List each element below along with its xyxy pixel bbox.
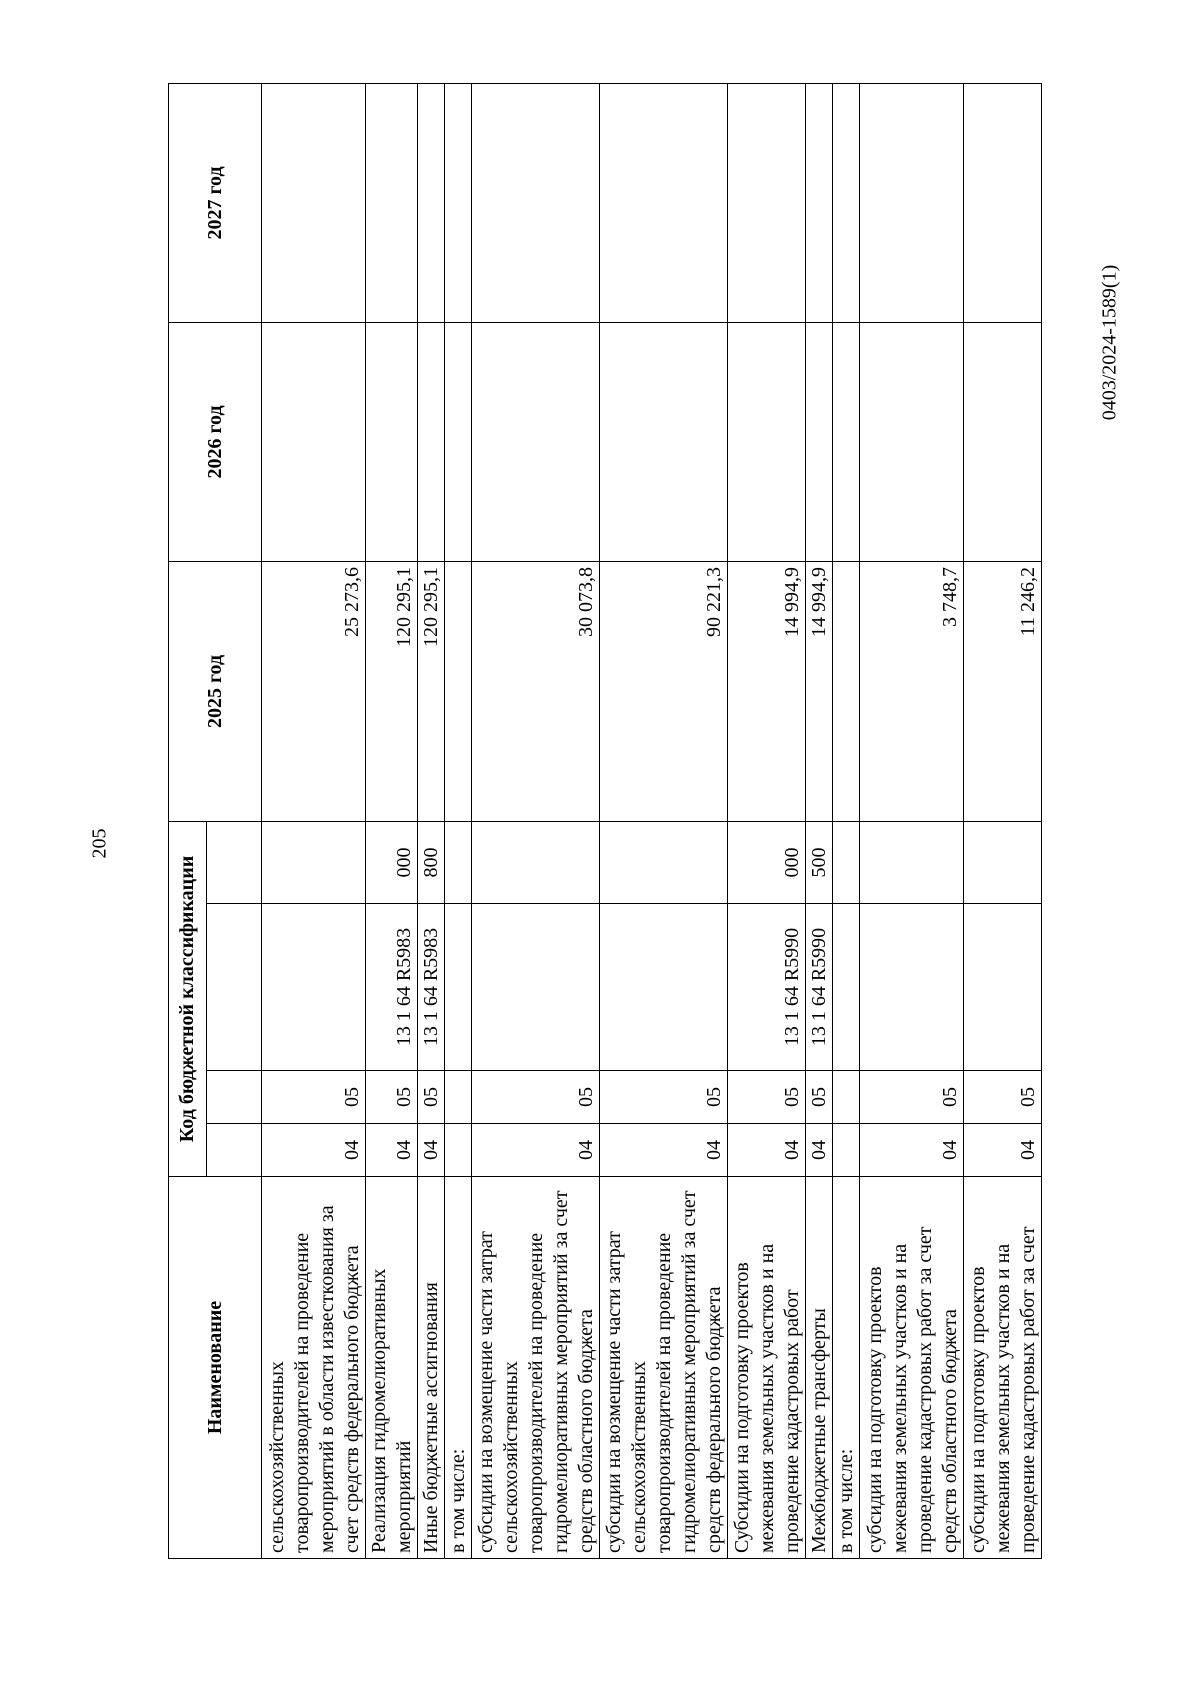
row-name: Реализация гидромелиоративных мероприятий bbox=[365, 1176, 417, 1558]
header-2027: 2027 год bbox=[168, 83, 261, 322]
table-row bbox=[261, 83, 365, 1558]
row-value-2026 bbox=[417, 322, 444, 561]
row-value-2025 bbox=[444, 561, 471, 821]
row-code-2 bbox=[444, 1070, 471, 1123]
row-value-2026 bbox=[261, 322, 365, 561]
table-row bbox=[859, 83, 963, 1558]
row-code-2: 05 bbox=[805, 1070, 832, 1123]
row-value-2025: 30 073,8 bbox=[471, 561, 599, 821]
row-code-1: 04 bbox=[599, 1123, 727, 1176]
row-value-2026 bbox=[963, 322, 1041, 561]
row-code-3 bbox=[261, 903, 365, 1070]
row-code-4 bbox=[444, 821, 471, 903]
row-value-2025: 11 246,2 bbox=[963, 561, 1041, 821]
row-code-3: 13 1 64 R5990 bbox=[805, 903, 832, 1070]
table-row bbox=[963, 83, 1041, 1558]
row-name: Межбюджетные трансферты bbox=[805, 1176, 832, 1558]
row-code-3: 13 1 64 R5983 bbox=[365, 903, 417, 1070]
row-value-2026 bbox=[727, 322, 805, 561]
row-code-1: 04 bbox=[417, 1123, 444, 1176]
row-code-4 bbox=[261, 821, 365, 903]
row-code-3 bbox=[859, 903, 963, 1070]
row-value-2025: 120 295,1 bbox=[365, 561, 417, 821]
table-row bbox=[471, 83, 599, 1558]
row-name: Субсидии на подготовку проектов межевания земельных участков и на проведение кадастровых работ bbox=[727, 1176, 805, 1558]
row-name: Иные бюджетные ассигнования bbox=[417, 1176, 444, 1558]
row-code-1: 04 bbox=[805, 1123, 832, 1176]
row-code-4: 500 bbox=[805, 821, 832, 903]
rotated-table-container bbox=[168, 84, 1059, 1559]
row-value-2025: 14 994,9 bbox=[727, 561, 805, 821]
table-row bbox=[832, 83, 859, 1558]
row-code-3 bbox=[444, 903, 471, 1070]
row-code-4: 000 bbox=[365, 821, 417, 903]
row-name: сельскохозяйственных товаропроизводителей на проведение мероприятий в области известкования за счет средств федерального бюджета bbox=[261, 1176, 365, 1558]
header-code-col-4 bbox=[206, 821, 261, 903]
budget-table bbox=[168, 82, 1042, 1558]
row-code-4 bbox=[471, 821, 599, 903]
row-name: субсидии на возмещение части затрат сельскохозяйственных товаропроизводителей на проведение гидромелиоративных мероприятий за счет средств федерального бюджета bbox=[599, 1176, 727, 1558]
row-code-3 bbox=[832, 903, 859, 1070]
row-value-2026 bbox=[599, 322, 727, 561]
row-value-2027 bbox=[261, 83, 365, 322]
row-code-1: 04 bbox=[963, 1123, 1041, 1176]
table-row bbox=[444, 83, 471, 1558]
row-code-4 bbox=[963, 821, 1041, 903]
header-2025: 2025 год bbox=[168, 561, 261, 821]
row-value-2027 bbox=[859, 83, 963, 322]
header-code-col-1 bbox=[206, 1123, 261, 1176]
row-name: субсидии на возмещение части затрат сельскохозяйственных товаропроизводителей на проведение гидромелиоративных мероприятий за счет средств областного бюджета bbox=[471, 1176, 599, 1558]
header-name: Наименование bbox=[168, 1176, 261, 1558]
row-value-2027 bbox=[417, 83, 444, 322]
row-code-4: 800 bbox=[417, 821, 444, 903]
row-value-2026 bbox=[832, 322, 859, 561]
row-code-3 bbox=[963, 903, 1041, 1070]
row-value-2026 bbox=[859, 322, 963, 561]
row-name: субсидии на подготовку проектов межевания земельных участков и на проведение кадастровых работ за счет bbox=[963, 1176, 1041, 1558]
header-2026: 2026 год bbox=[168, 322, 261, 561]
row-value-2027 bbox=[444, 83, 471, 322]
row-code-1: 04 bbox=[471, 1123, 599, 1176]
table-row bbox=[417, 83, 444, 1558]
table-row bbox=[805, 83, 832, 1558]
row-code-1: 04 bbox=[261, 1123, 365, 1176]
row-code-4 bbox=[599, 821, 727, 903]
row-value-2027 bbox=[727, 83, 805, 322]
document-code: 0403/2024-1589(1) bbox=[1098, 264, 1121, 421]
row-value-2026 bbox=[444, 322, 471, 561]
row-value-2025: 90 221,3 bbox=[599, 561, 727, 821]
row-value-2025: 25 273,6 bbox=[261, 561, 365, 821]
row-value-2025: 3 748,7 bbox=[859, 561, 963, 821]
row-code-2: 05 bbox=[261, 1070, 365, 1123]
row-value-2027 bbox=[365, 83, 417, 322]
header-code-group: Код бюджетной классификации bbox=[168, 821, 206, 1176]
row-value-2027 bbox=[832, 83, 859, 322]
row-code-3 bbox=[471, 903, 599, 1070]
row-value-2025 bbox=[832, 561, 859, 821]
row-code-1 bbox=[832, 1123, 859, 1176]
row-name: в том числе: bbox=[444, 1176, 471, 1558]
row-code-2: 05 bbox=[859, 1070, 963, 1123]
header-code-col-2 bbox=[206, 1070, 261, 1123]
row-value-2026 bbox=[365, 322, 417, 561]
row-value-2026 bbox=[471, 322, 599, 561]
row-code-2: 05 bbox=[417, 1070, 444, 1123]
row-code-2: 05 bbox=[963, 1070, 1041, 1123]
row-code-1: 04 bbox=[365, 1123, 417, 1176]
row-code-4 bbox=[859, 821, 963, 903]
row-value-2025: 120 295,1 bbox=[417, 561, 444, 821]
header-code-col-3 bbox=[206, 903, 261, 1070]
row-code-2 bbox=[832, 1070, 859, 1123]
row-code-3: 13 1 64 R5983 bbox=[417, 903, 444, 1070]
row-code-1: 04 bbox=[727, 1123, 805, 1176]
row-value-2025: 14 994,9 bbox=[805, 561, 832, 821]
row-value-2027 bbox=[805, 83, 832, 322]
table-row bbox=[727, 83, 805, 1558]
row-name: в том числе: bbox=[832, 1176, 859, 1558]
row-code-2: 05 bbox=[727, 1070, 805, 1123]
row-code-2: 05 bbox=[365, 1070, 417, 1123]
row-code-2: 05 bbox=[599, 1070, 727, 1123]
row-value-2027 bbox=[471, 83, 599, 322]
page-number: 205 bbox=[88, 828, 111, 859]
row-code-3 bbox=[599, 903, 727, 1070]
row-code-3: 13 1 64 R5990 bbox=[727, 903, 805, 1070]
table-row bbox=[599, 83, 727, 1558]
row-code-2: 05 bbox=[471, 1070, 599, 1123]
row-value-2026 bbox=[805, 322, 832, 561]
row-code-1 bbox=[444, 1123, 471, 1176]
row-code-1: 04 bbox=[859, 1123, 963, 1176]
row-value-2027 bbox=[963, 83, 1041, 322]
row-code-4: 000 bbox=[727, 821, 805, 903]
row-name: субсидии на подготовку проектов межевания земельных участков и на проведение кадастровых работ за счет средств областного бюджета bbox=[859, 1176, 963, 1558]
row-value-2027 bbox=[599, 83, 727, 322]
row-code-4 bbox=[832, 821, 859, 903]
table-row bbox=[365, 83, 417, 1558]
